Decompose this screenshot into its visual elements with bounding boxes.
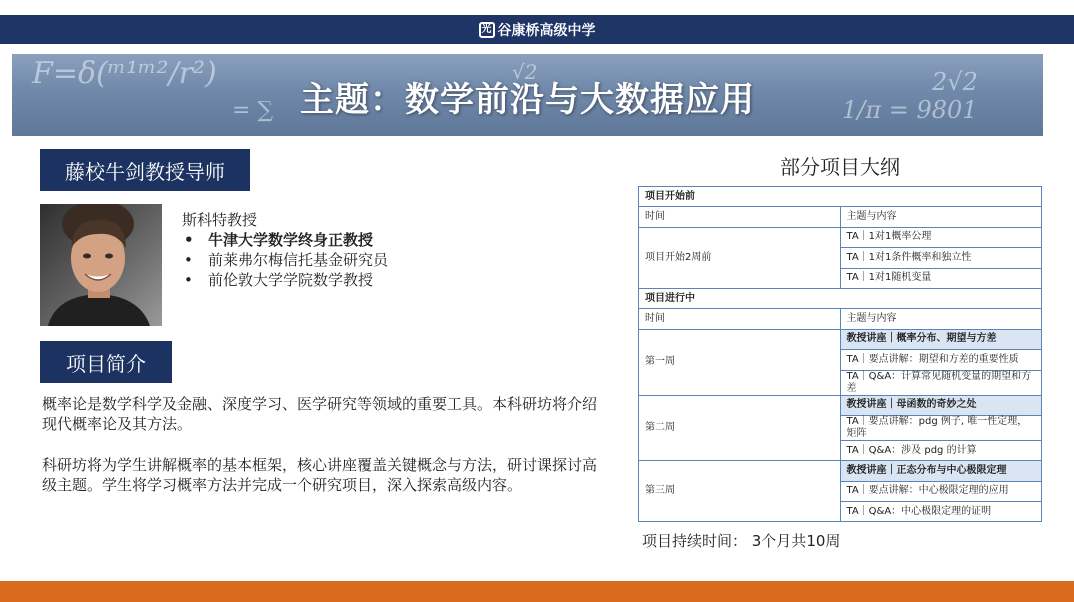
credential-item: • 前伦敦大学学院数学教授 — [182, 270, 388, 290]
content-cell: TA｜要点讲解：中心极限定理的应用 — [840, 481, 1042, 501]
table-row — [639, 227, 1042, 247]
table-row — [639, 461, 1042, 481]
school-logo — [479, 20, 596, 40]
content-cell: TA｜要点讲解：pdg 例子, 唯一性定理，矩阵 — [840, 415, 1042, 440]
content-cell: TA｜1对1条件概率和独立性 — [840, 248, 1042, 268]
column-header-time: 时间 — [639, 207, 841, 227]
content-cell: TA｜1对1概率公理 — [840, 227, 1042, 247]
column-header-content: 主题与内容 — [840, 309, 1042, 329]
title-banner — [12, 54, 1043, 136]
week-cell: 第一周 — [639, 329, 841, 395]
content-cell: TA｜Q&A：涉及 pdg 的计算 — [840, 440, 1042, 460]
school-logo-icon: 光 — [479, 22, 495, 38]
content-cell: TA｜要点讲解：期望和方差的重要性质 — [840, 350, 1042, 370]
credential-item: • 牛津大学数学终身正教授 — [182, 230, 388, 250]
lecture-cell: 教授讲座｜正态分布与中心极限定理 — [840, 461, 1042, 481]
week-cell: 第二周 — [639, 395, 841, 461]
footer-bar — [0, 581, 1074, 602]
table-row — [639, 395, 1042, 415]
portrait-image — [40, 204, 162, 326]
table-row — [639, 187, 1042, 207]
top-header-bar — [0, 15, 1074, 44]
project-description-paragraph: 科研坊将为学生讲解概率的基本框架，核心讲座覆盖关键概念与方法，研讨课探讨高级主题。学生将学习概率方法并完成一个研究项目，深入探索高级内容。 — [42, 456, 598, 494]
professor-credentials — [182, 230, 388, 290]
chalk-formula: 2√2 — [932, 68, 978, 96]
school-name: 谷康桥高级中学 — [497, 22, 596, 39]
phase-header: 项目进行中 — [639, 288, 1042, 308]
table-row — [639, 329, 1042, 349]
phase-header: 项目开始前 — [639, 187, 1042, 207]
outline-title: 部分项目大纲 — [780, 155, 900, 179]
credential-item: • 前莱弗尔梅信托基金研究员 — [182, 250, 388, 270]
week-cell: 第三周 — [639, 461, 841, 522]
chalk-formula: 1/π = 9801 — [842, 96, 978, 124]
professor-photo — [40, 204, 162, 326]
table-row — [639, 309, 1042, 329]
table-row — [639, 207, 1042, 227]
content-cell: TA｜Q&A：计算常见随机变量的期望和方差 — [840, 370, 1042, 395]
lecture-cell: 教授讲座｜母函数的奇妙之处 — [840, 395, 1042, 415]
column-header-time: 时间 — [639, 309, 841, 329]
content-cell: TA｜Q&A：中心极限定理的证明 — [840, 502, 1042, 522]
time-cell: 项目开始2周前 — [639, 227, 841, 288]
project-section-label: 项目简介 — [40, 341, 172, 383]
content-cell: TA｜1对1随机变量 — [840, 268, 1042, 288]
outline-table — [638, 186, 1042, 522]
chalk-formula: F=δ(ᵐ¹ᵐ²/r²) — [32, 56, 217, 91]
project-duration: 项目持续时间： 3个月共10周 — [642, 532, 841, 550]
professor-name: 斯科特教授 — [182, 211, 258, 229]
chalk-formula: √2 — [512, 60, 538, 84]
mentor-section-label: 藤校牛剑教授导师 — [40, 149, 250, 191]
column-header-content: 主题与内容 — [840, 207, 1042, 227]
project-description-paragraph: 概率论是数学科学及金融、深度学习、医学研究等领域的重要工具。本科研坊将介绍现代概率论及其方法。 — [42, 395, 598, 433]
page-title: 主题：数学前沿与大数据应用 — [300, 80, 755, 120]
chalk-formula: = ∑ — [232, 98, 274, 123]
lecture-cell: 教授讲座｜概率分布、期望与方差 — [840, 329, 1042, 349]
table-row — [639, 288, 1042, 308]
